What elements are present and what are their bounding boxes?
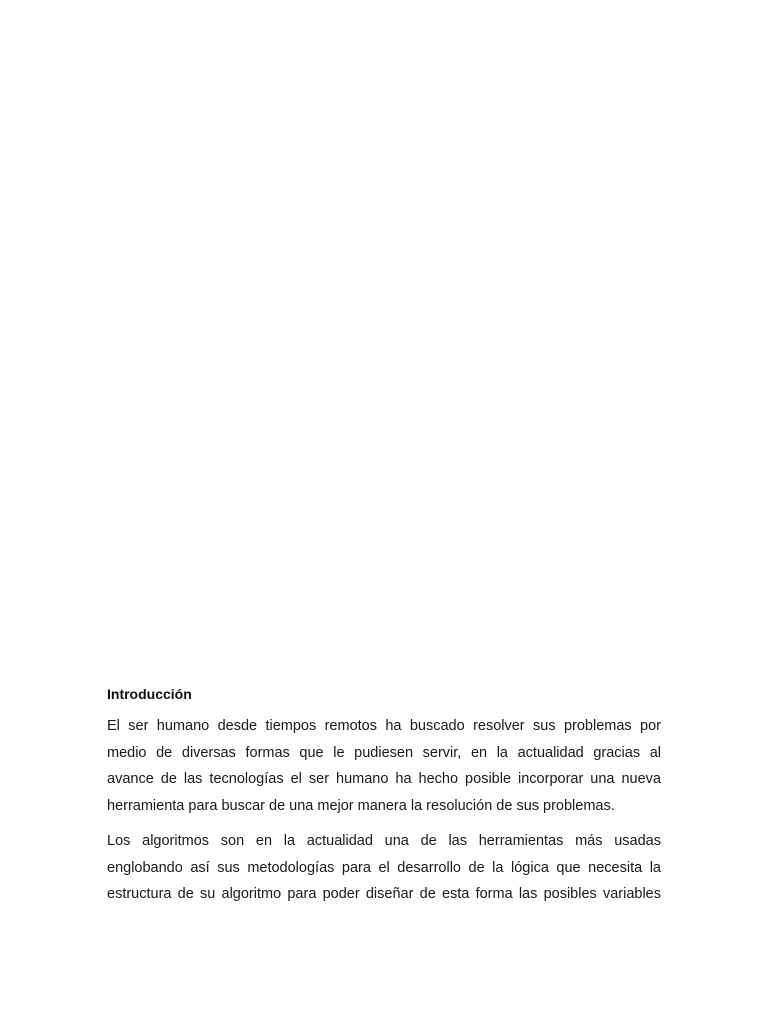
paragraph-1 [107, 713, 661, 819]
paragraph-line: englobando así sus metodologías para el desarrollo de la lógica que necesita la [107, 859, 661, 876]
paragraph-line: El ser humano desde tiempos remotos ha buscado resolver sus problemas por [107, 718, 661, 734]
paragraph-line: medio de diversas formas que le pudiesen servir, en la actualidad gracias al [107, 744, 661, 761]
paragraph-line: herramienta para buscar de una mejor manera la resolución de sus problemas. [107, 797, 615, 814]
document-body [107, 684, 661, 917]
paragraph-line: avance de las tecnologías el ser humano ha hecho posible incorporar una nueva [107, 771, 661, 787]
paragraph-2 [107, 828, 661, 908]
paragraph-line: estructura de su algoritmo para poder diseñar de esta forma las posibles variables [107, 886, 661, 902]
section-heading: Introducción [107, 686, 192, 702]
paragraph-line: Los algoritmos son en la actualidad una de las herramientas más usadas [107, 833, 661, 849]
